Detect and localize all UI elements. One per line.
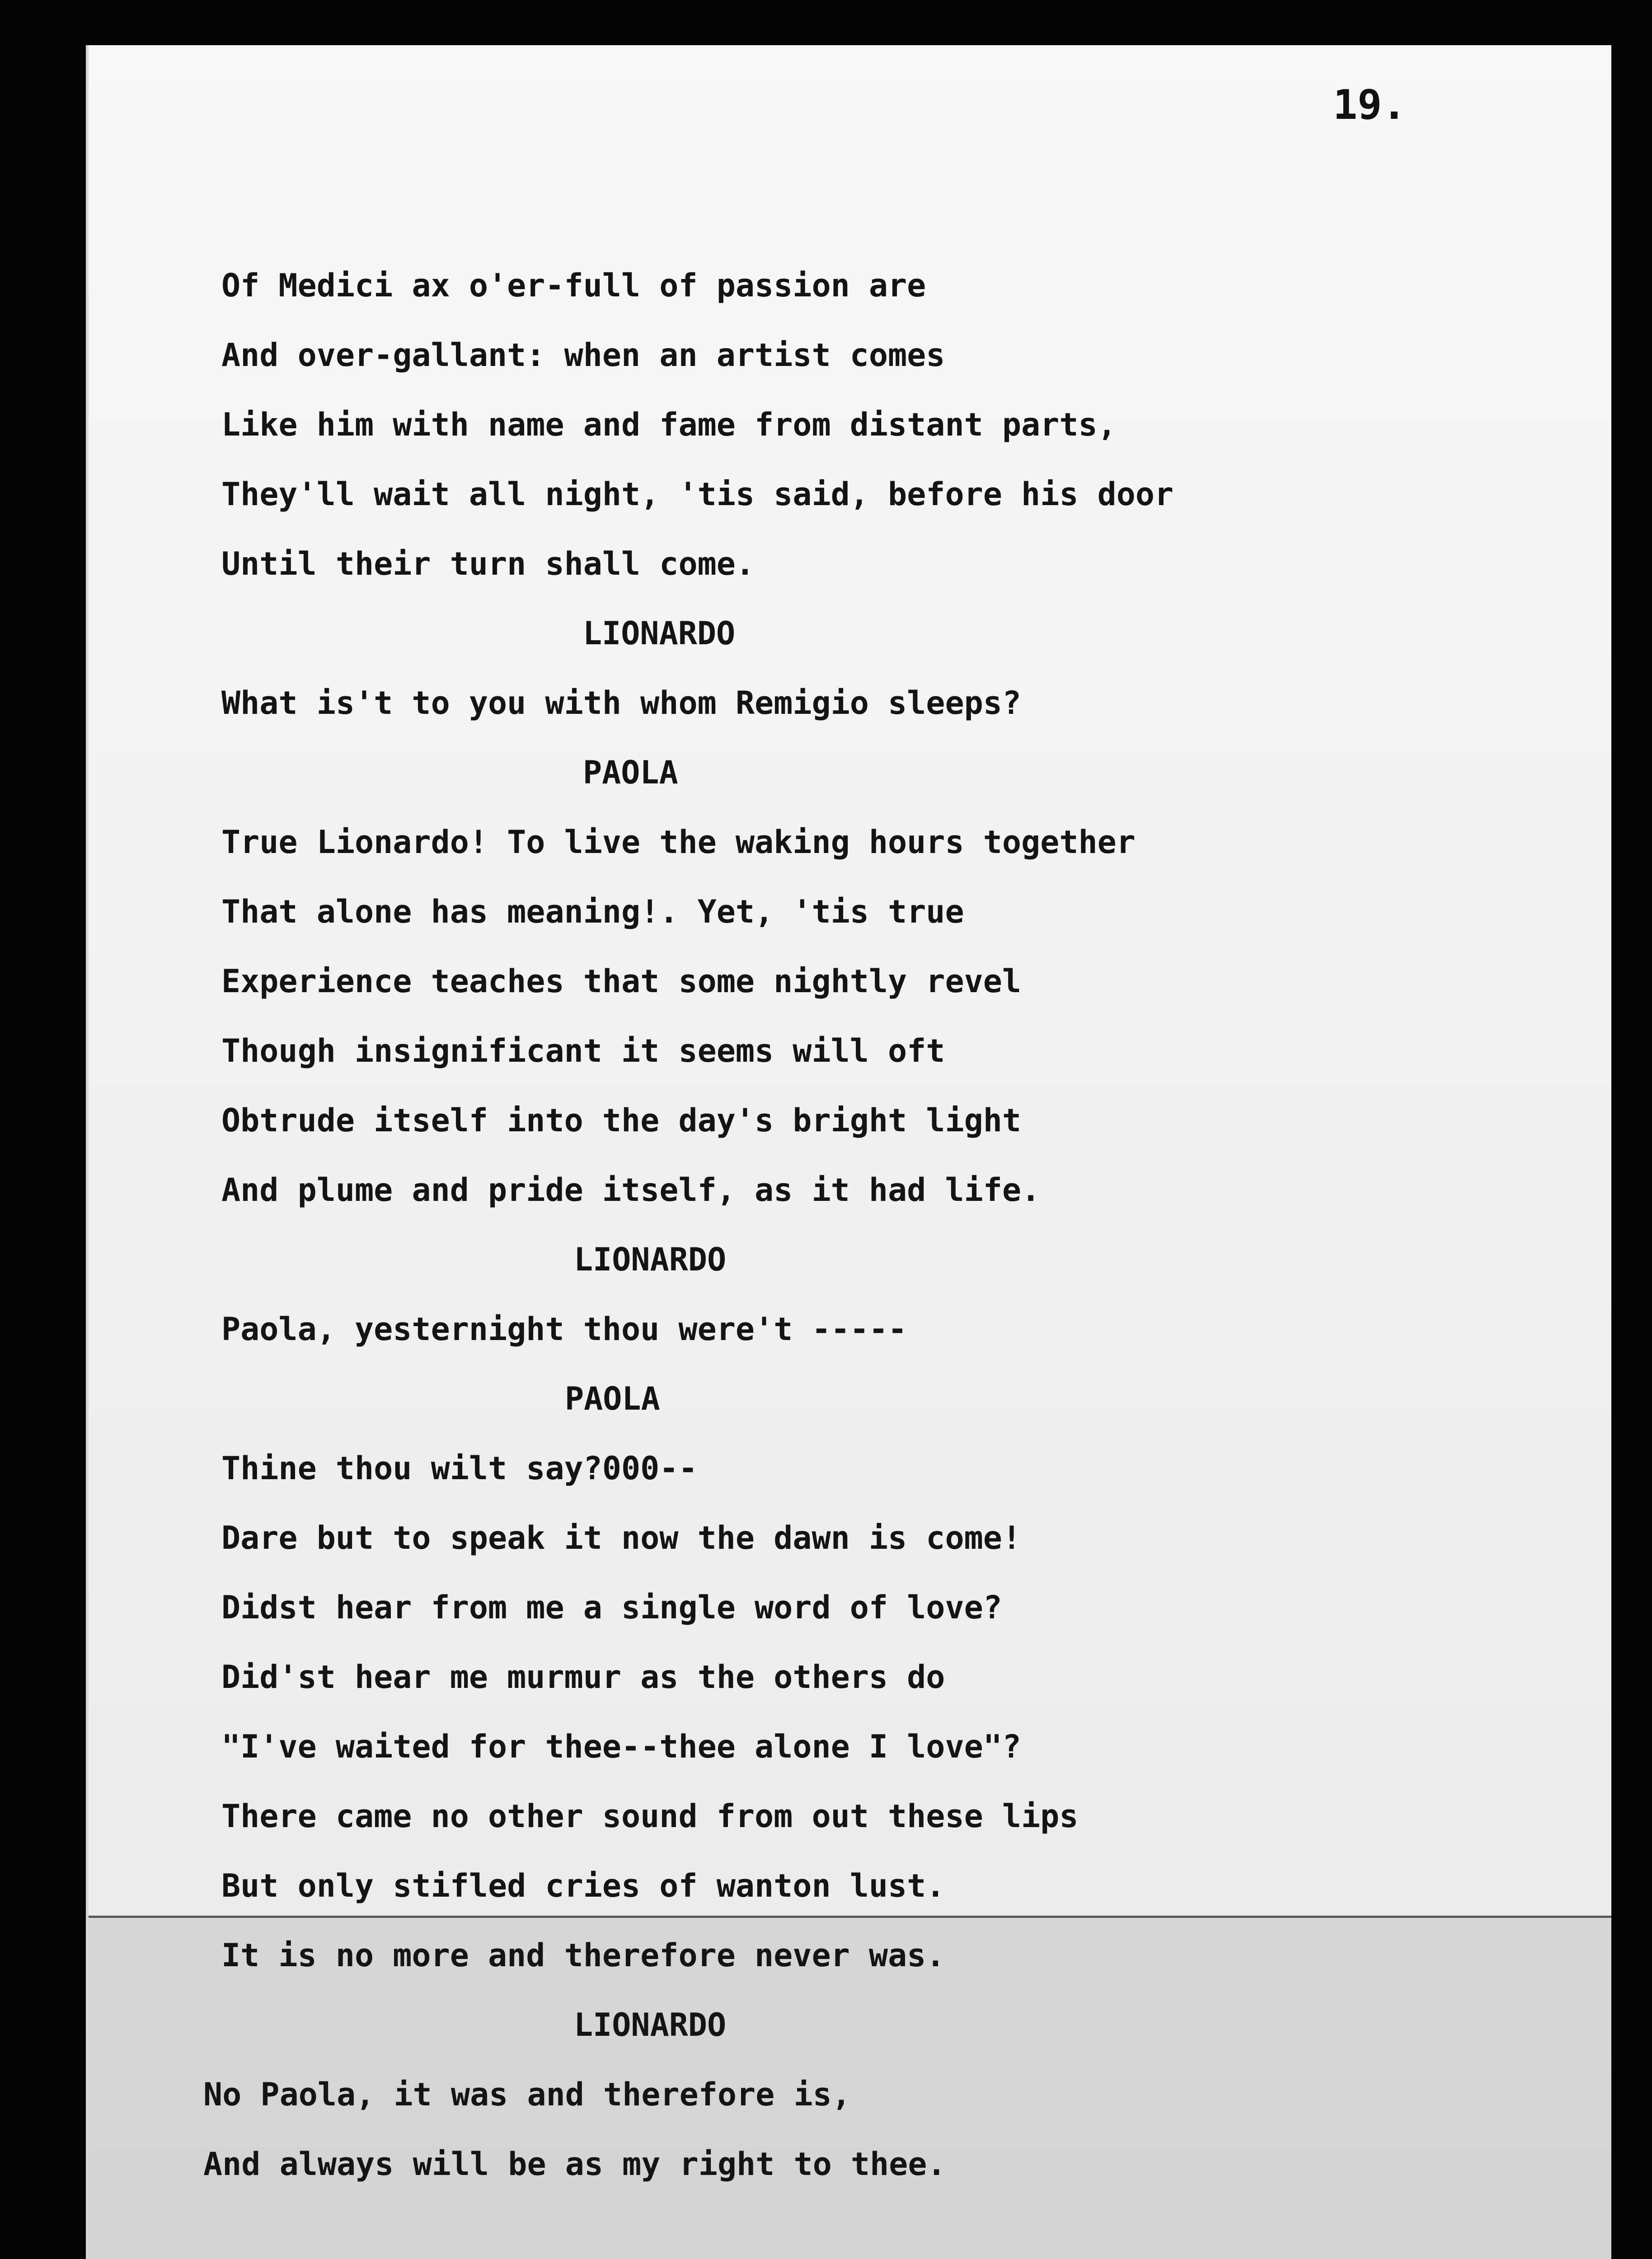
verse-line: Like him with name and fame from distant parts,: [221, 406, 1117, 443]
verse-line: And always will be as my right to thee.: [203, 2146, 946, 2183]
verse-line: But only stifled cries of wanton lust.: [221, 1867, 945, 1904]
speaker-name: LIONARDO: [574, 1241, 727, 1278]
verse-line: Until their turn shall come.: [221, 545, 755, 582]
verse-line: They'll wait all night, 'tis said, before his door: [221, 476, 1174, 513]
verse-line: Thine thou wilt say?000--: [221, 1450, 698, 1487]
verse-line: Did'st hear me murmur as the others do: [221, 1659, 945, 1696]
verse-line: Obtrude itself into the day's bright light: [221, 1102, 1022, 1139]
verse-line: There came no other sound from out these lips: [221, 1798, 1079, 1835]
verse-line: No Paola, it was and therefore is,: [203, 2076, 851, 2113]
speaker-name: PAOLA: [583, 754, 678, 791]
verse-line: Though insignificant it seems will oft: [221, 1032, 945, 1069]
page-number: 19.: [1333, 81, 1407, 129]
verse-line: What is't to you with whom Remigio sleeps?: [221, 684, 1022, 722]
verse-line: Experience teaches that some nightly revel: [221, 963, 1022, 1000]
speaker-name: LIONARDO: [574, 2006, 727, 2043]
verse-line: That alone has meaning!. Yet, 'tis true: [221, 893, 964, 930]
verse-line: It is no more and therefore never was.: [221, 1937, 945, 1974]
verse-line: Didst hear from me a single word of love?: [221, 1589, 1002, 1626]
verse-line: Dare but to speak it now the dawn is come!: [221, 1519, 1022, 1556]
verse-line: Of Medici ax o'er-full of passion are: [221, 267, 926, 304]
speaker-name: PAOLA: [565, 1380, 660, 1417]
verse-line: True Lionardo! To live the waking hours together: [221, 824, 1136, 861]
verse-line: And over-gallant: when an artist comes: [221, 337, 945, 374]
speaker-name: LIONARDO: [583, 615, 736, 652]
verse-line: Paola, yesternight thou were't -----: [221, 1311, 907, 1348]
verse-line: "I've waited for thee--thee alone I love"?: [221, 1728, 1022, 1765]
verse-line: And plume and pride itself, as it had life.: [221, 1172, 1041, 1209]
script-body: [203, 251, 1441, 2199]
